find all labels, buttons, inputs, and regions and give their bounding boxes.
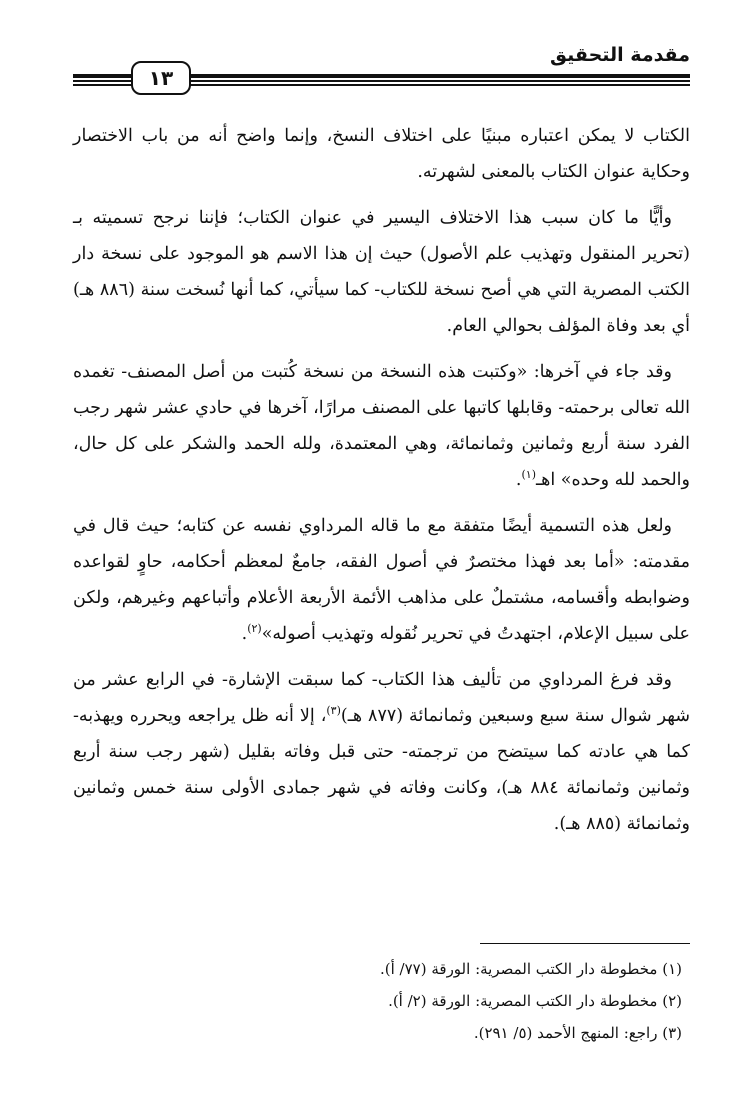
footnote-1: (١) مخطوطة دار الكتب المصرية: الورقة (٧٧/ أ). [380,960,682,978]
paragraph-2 [73,200,690,344]
paragraph-line: وأيًّا ما كان سبب هذا الاختلاف اليسير في عنوان الكتاب؛ فإننا نرجح تسميته بـ [73,208,672,228]
paragraph-line: وثمانين وثمانمائة (٨٨٥ هـ). [73,778,690,834]
paragraph-line: من شهر شوال سنة سبع وسبعين وثمانمائة (٨٧٧ هـ) [73,670,690,726]
paragraph-line: الاختصار وحكاية عنوان الكتاب بالمعنى لشهرته. [73,126,690,182]
footnote-ref-3[interactable]: (٣) [326,704,341,718]
paragraph-line: وقد فرغ المرداوي من تأليف هذا الكتاب- كما سبقت الإشارة- في الرابع عشر [102,670,672,690]
paragraph-line: شهر رجب الفرد سنة أربع وثمانين وثمانمائة، وهي المعتمدة، ولله الحمد والشكر على [73,398,690,454]
footnote-ref-1[interactable]: (١) [521,468,536,482]
paragraph-line: وقد جاء في آخرها: «وكتبت هذه النسخة من نسخة كُتبت من أصل المصنف- [121,362,672,382]
paragraph-line: مقدمته: «أما بعد فهذا مختصرٌ في أصول الفقه، جامعٌ لمعظم أحكامه، حاوٍ لقواعده [73,552,690,572]
paragraph-line: (٨٨٦ هـ) أي بعد وفاة المؤلف بحوالي العام. [73,280,690,336]
footnote-2: (٢) مخطوطة دار الكتب المصرية: الورقة (٢/ أ). [388,992,682,1010]
paragraph-line: تغمده الله تعالى برحمته- وقابلها كاتبها على المصنف مرارًا، آخرها في حادي عشر [73,362,690,418]
footnotes [73,953,690,1049]
paragraph-line: ولكن على سبيل الإعلام، اجتهدتُ في تحرير نُقوله وتهذيب أصوله» [73,588,690,644]
footnote-separator [480,943,690,944]
paragraph-tail: . [241,624,248,644]
paragraph-line: ولعل هذه التسمية أيضًا متفقة مع ما قاله المرداوي نفسه عن كتابه؛ حيث قال في [73,516,672,536]
footnote-3: (٣) راجع: المنهج الأحمد (٥/ ٢٩١). [473,1024,682,1042]
running-title: مقدمة التحقيق [550,44,690,66]
paragraph-line: ويهذبه- كما هي عادته كما سيتضح من ترجمته- حتى قبل وفاته بقليل (شهر رجب [73,706,690,762]
paragraph-1 [73,118,690,190]
paragraph-line: كل حال، والحمد لله وحده» اهـ [73,434,690,490]
body-text [73,118,690,852]
paragraph-5 [73,662,690,842]
paragraph-line: سنة أربع وثمانين وثمانمائة ٨٨٤ هـ)، وكانت وفاته في شهر جمادى الأولى سنة خمس [73,742,690,798]
footnote-ref-2[interactable]: (٢) [247,622,262,636]
paragraph-4 [73,508,690,652]
paragraph-line: وضوابطه وأقسامه، مشتملٌ على مذاهب الأئمة الأربعة الأعلام وأتباعهم وغيرهم، [116,588,690,608]
page-number: ١٣ [131,61,191,95]
paragraph-line: الكتاب لا يمكن اعتباره مبنيًا على اختلاف النسخ، وإنما واضح أنه من باب [141,126,690,146]
page-header [73,40,690,100]
paragraph-line: (تحرير المنقول وتهذيب علم الأصول) حيث إن هذا الاسم هو الموجود على نسخة [101,244,690,264]
paragraph-line: دار الكتب المصرية التي هي أصح نسخة للكتاب- كما سيأتي، كما أنها نُسخت سنة [73,244,690,300]
paragraph-line: ، إلا أنه ظل يراجعه ويحرره [129,706,327,726]
paragraph-tail: . [515,470,522,490]
paragraph-3 [73,354,690,498]
